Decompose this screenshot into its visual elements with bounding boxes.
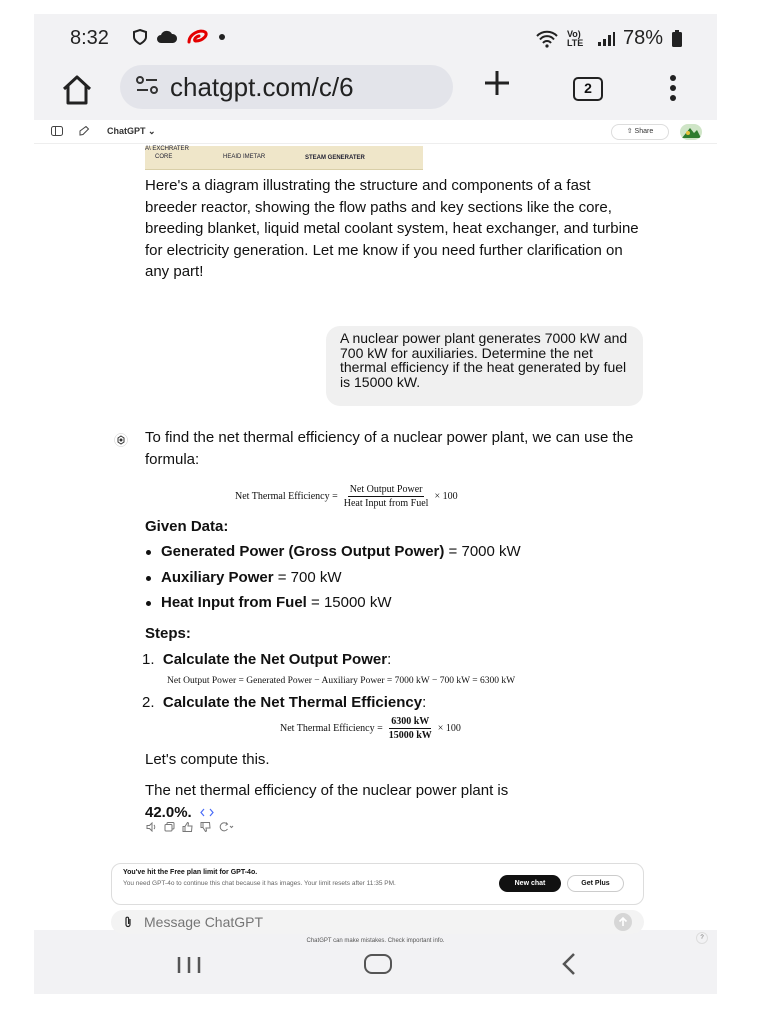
formula-lhs: Net Thermal Efficiency = [235, 491, 338, 502]
battery-icon [671, 30, 683, 48]
thumbs-down-icon[interactable] [200, 822, 212, 832]
airtel-icon [186, 28, 210, 46]
efficiency-formula [235, 484, 458, 509]
shield-icon [132, 29, 148, 45]
dot-icon [218, 33, 226, 41]
result-paragraph [145, 780, 645, 823]
arrow-up-icon [614, 913, 632, 931]
given-data-heading: Given Data: [145, 518, 229, 535]
user-message: A nuclear power plant generates 7000 kW and 700 kW for auxiliaries. Determine the net thermal efficiency if the heat generated by fuel is 15000 kW. [326, 326, 643, 406]
url-bar[interactable] [120, 65, 453, 109]
status-icons-right [535, 27, 683, 50]
net-output-formula: Net Output Power = Generated Power − Auxiliary Power = 7000 kW − 700 kW = 6300 kW [167, 676, 516, 686]
result-value: 42.0%. [145, 803, 192, 821]
code-analysis-icon[interactable] [200, 808, 214, 817]
tab-switcher-button[interactable]: 2 [573, 77, 603, 101]
browser-toolbar [34, 62, 717, 120]
step-item: 2. Calculate the Net Thermal Efficiency: [142, 694, 427, 711]
result-text: The net thermal efficiency of the nuclear power plant is [145, 782, 509, 799]
assistant-message: Here's a diagram illustrating the structure and components of a fast breeder reactor, showing the flow paths and key sections like the core, breeding blanket, liquid metal coolant system, heat exchanger, and turbine for electricity generation. Let me know if you need further clarification on any part! [145, 177, 639, 281]
network-type: Vo) LTE [566, 28, 584, 48]
regenerate-icon[interactable] [218, 822, 234, 832]
steps-heading: Steps: [145, 625, 191, 642]
formula-lhs: Net Thermal Efficiency = [280, 723, 383, 734]
thermal-efficiency-formula [280, 716, 461, 741]
recent-apps-icon[interactable] [176, 956, 202, 974]
help-button[interactable]: ? [696, 932, 708, 944]
message-actions [146, 822, 234, 832]
formula-tail: × 100 [437, 723, 461, 734]
battery-percent: 78% [622, 27, 663, 49]
new-chat-icon[interactable] [78, 126, 90, 136]
read-aloud-icon[interactable] [146, 822, 158, 832]
diagram-label: HEAID IMETAR [223, 154, 266, 160]
limit-description: You need GPT-4o to continue this chat because it has images. Your limit resets after 11:35 PM. [123, 880, 396, 887]
formula-numerator: 6300 kW [391, 716, 430, 727]
formula-fraction [387, 716, 434, 741]
copy-icon[interactable] [164, 822, 176, 832]
more-menu-icon[interactable] [668, 72, 678, 106]
model-selector[interactable]: ChatGPT ⌄ [107, 126, 156, 136]
message-input[interactable] [144, 913, 584, 931]
avatar[interactable] [680, 124, 702, 140]
site-settings-icon[interactable] [136, 76, 158, 99]
chat-header [34, 120, 717, 144]
status-icons-left [132, 28, 226, 46]
step-item: 1. Calculate the Net Output Power: [142, 651, 392, 668]
list-item: Heat Input from Fuel = 15000 kW [146, 594, 391, 611]
formula-tail: × 100 [434, 491, 458, 502]
phone-screen [34, 14, 717, 994]
plan-limit-banner [111, 863, 644, 905]
list-item: Auxiliary Power = 700 kW [146, 569, 342, 586]
send-button[interactable] [614, 913, 632, 931]
back-icon[interactable] [559, 952, 579, 976]
disclaimer: ChatGPT can make mistakes. Check important info. [306, 938, 445, 944]
share-button[interactable]: ⇧ Share [611, 124, 669, 140]
formula-denominator: 15000 kW [388, 730, 432, 741]
home-nav-icon[interactable] [364, 954, 392, 974]
new-tab-button[interactable] [482, 68, 512, 104]
formula-fraction [342, 484, 431, 509]
cloud-icon [156, 30, 178, 44]
plus-icon [482, 68, 512, 98]
list-item: Generated Power (Gross Output Power) = 7000 kW [146, 543, 521, 560]
attach-icon[interactable] [123, 916, 133, 928]
formula-denominator: Heat Input from Fuel [343, 498, 429, 509]
limit-title: You've hit the Free plan limit for GPT-4o. [123, 869, 258, 876]
system-nav-bar [34, 930, 717, 994]
compute-line: Let's compute this. [145, 751, 270, 768]
diagram-label: CORE [155, 154, 173, 160]
assistant-intro: To find the net thermal efficiency of a nuclear power plant, we can use the formula: [145, 429, 634, 468]
chatgpt-logo-icon [114, 433, 128, 447]
signal-icon [597, 31, 615, 47]
chat-page [34, 120, 717, 944]
status-time: 8:32 [70, 27, 109, 49]
formula-numerator: Net Output Power [349, 484, 423, 495]
thumbs-up-icon[interactable] [182, 822, 194, 832]
status-bar [34, 14, 717, 62]
diagram-image[interactable] [145, 146, 423, 170]
url-text[interactable]: chatgpt.com/c/6 [170, 71, 354, 102]
diagram-label: A\ EXCHRATER [145, 146, 189, 152]
new-chat-button[interactable]: New chat [499, 875, 561, 892]
wifi-icon [535, 30, 559, 48]
sidebar-toggle-icon[interactable] [51, 126, 63, 136]
get-plus-button[interactable]: Get Plus [567, 875, 624, 892]
home-icon[interactable] [60, 74, 94, 106]
diagram-label: STEAM GENERATER [305, 155, 365, 161]
